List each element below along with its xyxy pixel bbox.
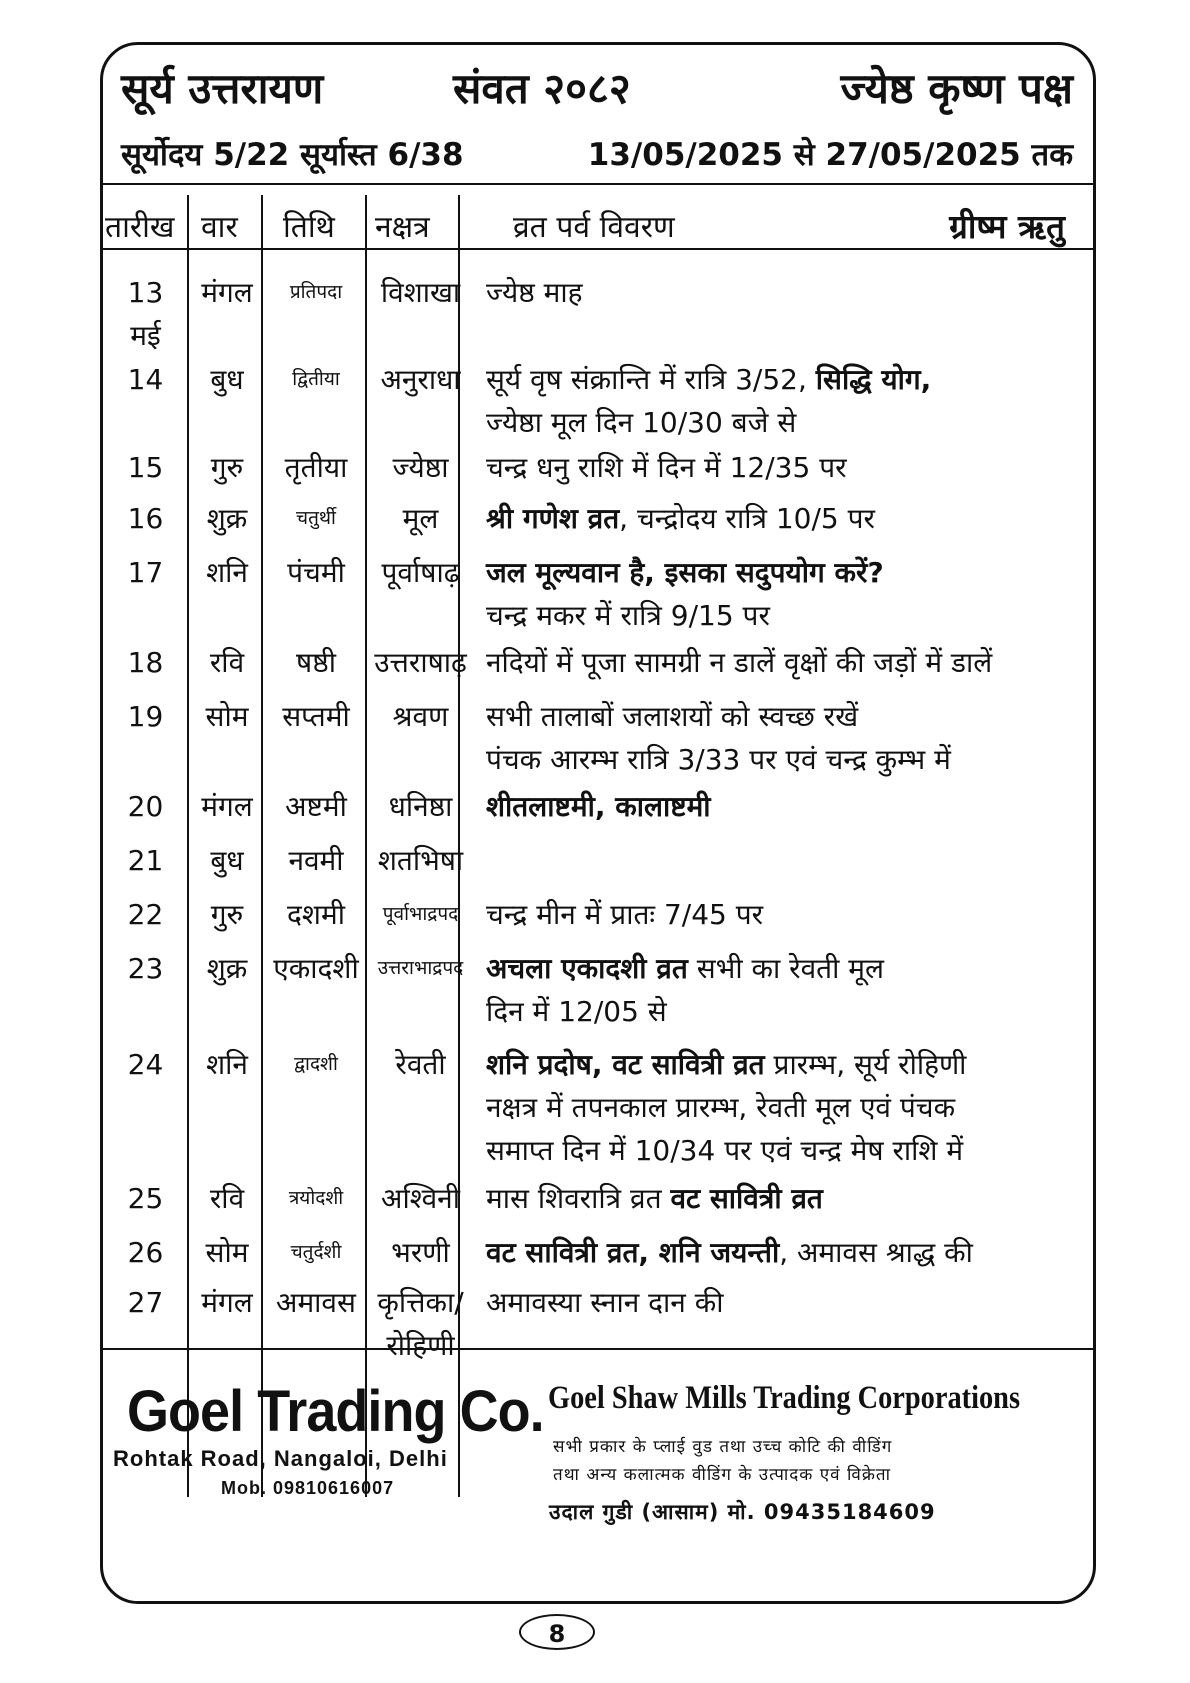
row-tithi: चतुर्दशी (290, 1241, 342, 1263)
date-month: मई (130, 319, 161, 352)
row-details (486, 947, 1086, 1033)
details-line (486, 358, 1086, 401)
details-segment: मास शिवरात्रि व्रत (486, 1182, 671, 1215)
row-tithi: दशमी (287, 898, 345, 931)
row-day: गुरु (210, 451, 244, 484)
details-line (486, 1177, 1086, 1220)
row-day: बुध (210, 844, 244, 877)
row-tithi: प्रतिपदा (289, 281, 343, 303)
nakshatra-name: पूर्वाषाढ़ (381, 556, 460, 589)
nakshatra-name: रेवती (395, 1048, 446, 1081)
page-number: 8 (519, 1614, 595, 1650)
details-segment: , अमावस श्राद्ध की (779, 1236, 973, 1269)
details-line (486, 271, 1086, 314)
corporation-line-1: सभी प्रकार के प्लाई वुड तथा उच्च कोटि की वीडिंग (553, 1437, 893, 1457)
row-date (103, 1281, 188, 1324)
details-line (486, 695, 1086, 738)
row-nakshatra (369, 1043, 472, 1086)
row-day: शुक्र (206, 502, 248, 535)
row-details (486, 446, 1086, 489)
details-line (486, 497, 1086, 540)
row-tithi: अष्टमी (285, 790, 347, 823)
row-tithi: चतुर्थी (296, 507, 336, 529)
details-segment: पंचक आरम्भ रात्रि 3/33 पर एवं चन्द्र कुम्भ में (486, 743, 951, 776)
corporation-line-2: तथा अन्य कलात्मक वीडिंग के उत्पादक एवं विक्रेता (553, 1465, 892, 1485)
column-header-tithi: तिथि (283, 210, 335, 245)
date-number: 14 (127, 363, 164, 396)
details-segment: नदियों में पूजा सामग्री न डालें वृक्षों की जड़ों में डालें (486, 646, 993, 679)
row-day: गुरु (210, 898, 244, 931)
row-tithi: सप्तमी (282, 700, 350, 733)
details-line (486, 1043, 1086, 1086)
row-details (486, 641, 1086, 684)
row-date (103, 497, 188, 540)
row-date (103, 358, 188, 401)
details-segment: चन्द्र मकर में रात्रि 9/15 पर (486, 599, 770, 632)
row-details (486, 497, 1086, 540)
paksha-title: ज्येष्ठ कृष्ण पक्ष (840, 64, 1073, 113)
details-segment: सूर्य वृष संक्रान्ति में रात्रि 3/52, (486, 363, 816, 396)
row-day: शनि (206, 1048, 248, 1081)
calendar-frame (100, 42, 1096, 1604)
nakshatra-name: कृत्तिका/ (377, 1286, 464, 1319)
row-nakshatra (369, 1231, 472, 1274)
row-date (103, 446, 188, 489)
row-day: बुध (210, 363, 244, 396)
details-line (486, 401, 1086, 444)
row-tithi: पंचमी (287, 556, 345, 589)
advertiser-mobile: Mob. 09810616007 (221, 1478, 395, 1498)
row-details (486, 1281, 1086, 1324)
footer (103, 1350, 1093, 1604)
row-tithi: तृतीया (284, 451, 348, 484)
date-number: 17 (127, 556, 164, 589)
row-day: सोम (205, 1236, 249, 1269)
header-row-2 (103, 133, 1093, 183)
details-line (486, 785, 1086, 828)
corporation-contact: उदाल गुडी (आसाम) मो. 09435184609 (549, 1500, 936, 1524)
row-nakshatra (369, 551, 472, 594)
details-segment: समाप्त दिन में 10/34 पर एवं चन्द्र मेष राशि में (486, 1134, 964, 1167)
details-segment: सभी तालाबों जलाशयों को स्वच्छ रखें (486, 700, 859, 733)
nakshatra-name: शतभिषा (377, 844, 464, 877)
details-segment: चन्द्र धनु राशि में दिन में 12/35 पर (486, 451, 847, 484)
details-segment: जल मूल्यवान है, इसका सदुपयोग करें? (486, 556, 884, 589)
season-label: ग्रीष्म ऋतु (949, 207, 1065, 246)
row-nakshatra (369, 893, 472, 936)
row-date (103, 785, 188, 828)
column-header-date: तारीख (105, 210, 175, 245)
sun-phase: सूर्य उत्तरायण (121, 64, 324, 113)
details-segment: शीतलाष्टमी, कालाष्टमी (486, 790, 711, 823)
advertiser-name: Goel Trading Co. (127, 1379, 544, 1444)
date-number: 20 (127, 790, 164, 823)
row-nakshatra (369, 947, 472, 990)
details-line (486, 1231, 1086, 1274)
details-segment: दिन में 12/05 से (486, 995, 667, 1028)
details-segment: सभी का रेवती मूल (687, 952, 885, 985)
nakshatra-name: धनिष्ठा (388, 790, 453, 823)
row-details (486, 695, 1086, 781)
header-row-1 (103, 59, 1093, 131)
date-number: 21 (127, 844, 164, 877)
date-number: 26 (127, 1236, 164, 1269)
date-number: 19 (127, 700, 164, 733)
row-nakshatra (369, 641, 472, 684)
details-segment: सिद्धि योग, (815, 363, 932, 396)
row-nakshatra (369, 785, 472, 828)
details-segment: ज्येष्ठ माह (486, 276, 583, 309)
nakshatra-name-2: रोहिणी (386, 1329, 455, 1362)
date-range: 13/05/2025 से 27/05/2025 तक (587, 137, 1073, 173)
row-nakshatra (369, 1177, 472, 1220)
details-line (486, 1086, 1086, 1129)
row-nakshatra (369, 446, 472, 489)
row-date (103, 893, 188, 936)
details-line (486, 738, 1086, 781)
row-details (486, 893, 1086, 936)
column-header-details: व्रत पर्व विवरण (513, 210, 675, 245)
row-nakshatra (369, 358, 472, 401)
details-segment: ज्येष्ठा मूल दिन 10/30 बजे से (486, 406, 797, 439)
nakshatra-name: श्रवण (392, 700, 449, 733)
row-nakshatra (369, 271, 472, 314)
advertiser-address: Rohtak Road, Nangaloi, Delhi (113, 1446, 448, 1471)
nakshatra-name: अश्विनी (381, 1182, 460, 1215)
details-segment: चन्द्र मीन में प्रातः 7/45 पर (486, 898, 764, 931)
details-segment: अमावस्या स्नान दान की (486, 1286, 724, 1319)
details-line (486, 1129, 1086, 1172)
details-segment: अचला एकादशी व्रत (486, 952, 688, 985)
row-day: मंगल (201, 276, 253, 309)
row-tithi: एकादशी (273, 952, 359, 985)
date-number: 16 (127, 502, 164, 535)
nakshatra-name: भरणी (391, 1236, 450, 1269)
row-details (486, 551, 1086, 637)
column-header-day: वार (201, 210, 238, 245)
details-segment: वट सावित्री व्रत, शनि जयन्ती (486, 1236, 780, 1269)
row-tithi: द्वितीया (292, 368, 340, 390)
nakshatra-name: उत्तराषाढ़ (374, 646, 467, 679)
details-segment: प्रारम्भ, सूर्य रोहिणी (764, 1048, 967, 1081)
row-date (103, 695, 188, 738)
row-day: शुक्र (206, 952, 248, 985)
row-day: शनि (206, 556, 248, 589)
sunrise-sunset: सूर्योदय 5/22 सूर्यास्त 6/38 (121, 137, 464, 173)
row-nakshatra (369, 839, 472, 882)
nakshatra-name: उत्तराभाद्रपद (377, 957, 464, 979)
details-segment: नक्षत्र में तपनकाल प्रारम्भ, रेवती मूल एवं पंचक (486, 1091, 956, 1124)
details-line (486, 1281, 1086, 1324)
row-date (103, 947, 188, 990)
details-line (486, 990, 1086, 1033)
column-header-nakshatra: नक्षत्र (375, 210, 430, 245)
row-date (103, 641, 188, 684)
row-date (103, 551, 188, 594)
row-day: सोम (205, 700, 249, 733)
date-number: 24 (127, 1048, 164, 1081)
row-details (486, 1231, 1086, 1274)
row-details (486, 1043, 1086, 1172)
row-date (103, 1177, 188, 1220)
details-segment: श्री गणेश व्रत (486, 502, 620, 535)
row-details (486, 1177, 1086, 1220)
date-number: 18 (127, 646, 164, 679)
row-date (103, 1043, 188, 1086)
row-date (103, 839, 188, 882)
date-number: 27 (127, 1286, 164, 1319)
row-details (486, 271, 1086, 314)
nakshatra-name: ज्येष्ठा (392, 451, 449, 484)
row-tithi: त्रयोदशी (288, 1187, 344, 1209)
nakshatra-name: मूल (402, 502, 439, 535)
row-nakshatra (369, 497, 472, 540)
row-day: रवि (209, 646, 245, 679)
row-tithi: नवमी (288, 844, 344, 877)
details-segment: वट सावित्री व्रत (670, 1182, 823, 1215)
details-line (486, 947, 1086, 990)
row-day: मंगल (201, 790, 253, 823)
details-segment: , चन्द्रोदय रात्रि 10/5 पर (619, 502, 875, 535)
details-line (486, 551, 1086, 594)
details-line (486, 641, 1086, 684)
corporation-name: Goel Shaw Mills Trading Corporations (548, 1380, 1021, 1416)
row-day: रवि (209, 1182, 245, 1215)
row-details (486, 358, 1086, 444)
date-number: 25 (127, 1182, 164, 1215)
date-number: 22 (127, 898, 164, 931)
nakshatra-name: विशाखा (380, 276, 461, 309)
samvat-year: संवत २०८२ (453, 64, 631, 113)
row-tithi: द्वादशी (294, 1053, 338, 1075)
row-day: मंगल (201, 1286, 253, 1319)
row-nakshatra (369, 695, 472, 738)
row-date (103, 271, 188, 357)
row-tithi: षष्ठी (296, 646, 336, 679)
row-date (103, 1231, 188, 1274)
row-tithi: अमावस (276, 1286, 356, 1319)
date-number: 13 (127, 276, 164, 309)
row-details (486, 785, 1086, 828)
date-number: 15 (127, 451, 164, 484)
details-segment: शनि प्रदोष, वट सावित्री व्रत (486, 1048, 765, 1081)
details-line (486, 446, 1086, 489)
divider-top (103, 183, 1093, 185)
nakshatra-name: पूर्वाभाद्रपद (382, 903, 459, 925)
details-line (486, 594, 1086, 637)
date-number: 23 (127, 952, 164, 985)
nakshatra-name: अनुराधा (380, 363, 461, 396)
details-line (486, 893, 1086, 936)
